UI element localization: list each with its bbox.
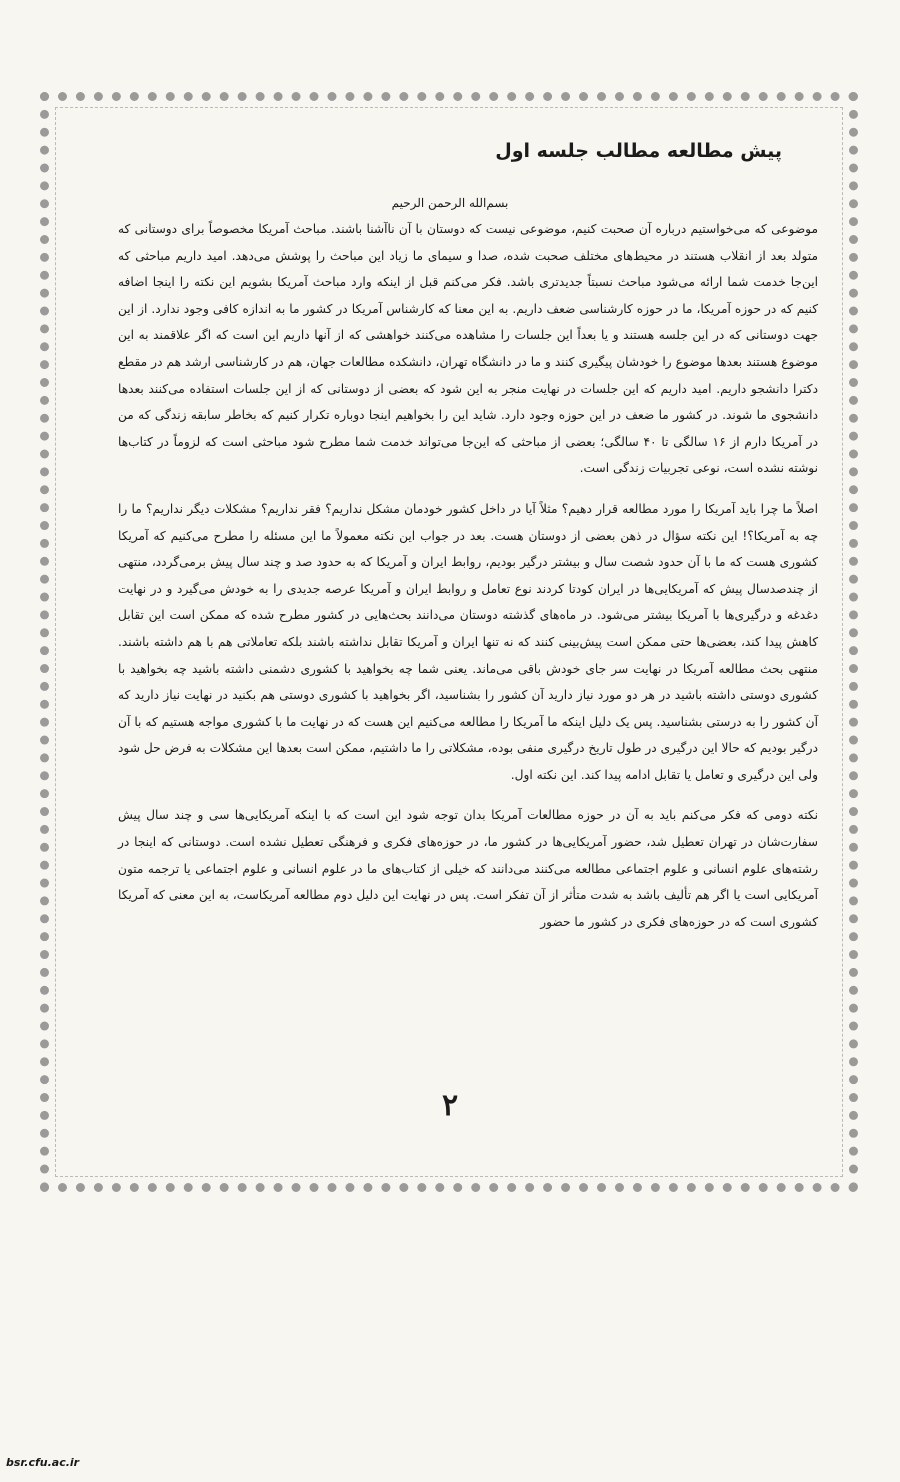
page-title: پیش مطالعه مطالب جلسه اول bbox=[495, 140, 782, 162]
page-number: ۲ bbox=[441, 1088, 459, 1123]
body-text bbox=[118, 216, 818, 949]
paragraph-1: موضوعی که می‌خواستیم درباره آن صحبت کنیم، موضوعی نیست که دوستان با آن ناآشنا باشند. مباحث آمریکا مخصوصاً برای دوستانی که متولد بعد از انقلاب هستند در محیط‌های مختلف صحبت شده، صدا و سیمای ما زیاد این مباحث را پوشش می‌دهد. امید داریم مباحثی که این‌جا خدمت شما ارائه می‌شود مباحث نسبتاً جدیدتری باشد. فکر می‌کنم قبل از اینکه وارد مباحث آمریکا بشویم این نکته را اینجا اضافه کنیم که در حوزه آمریکا، ما در حوزه کارشناسی ضعف داریم. به این معنا که کارشناس آمریکا در کشور ما به اندازه کافی وجود ندارد. از این جهت دوستانی که در این جلسه هستند و یا بعداً این جلسات را مشاهده می‌کنند خواهشی که از آنها داریم این است که اگر علاقمند به این موضوع هستند بعدها موضوع را خودشان پیگیری کنند و ما در دانشگاه تهران، دانشکده مطالعات جهان، هم در کارشناسی ارشد هم در مقطع دکترا دانشجو داریم. امید داریم که این جلسات در نهایت منجر به این شود که بعضی از دوستانی که از این جلسات استفاده می‌کنند بعدها دانشجوی ما شوند. در کشور ما ضعف در این حوزه وجود دارد. شاید این را بخواهیم اینجا دوباره تکرار کنیم که بخاطر سابقه زندگی که من در آمریکا دارم از ۱۶ سالگی تا ۴۰ سالگی؛ بعضی از مباحثی که این‌جا می‌تواند خدمت شما مطرح شود مباحثی است که لزوماً در کتاب‌ها نوشته نشده است، نوعی تجربیات زندگی است. bbox=[118, 222, 818, 476]
paragraph-3: نکته دومی که فکر می‌کنم باید به آن در حوزه مطالعات آمریکا بدان توجه شود این است که با اینکه آمریکایی‌ها سی و چند سال پیش سفارت‌شان در تهران تعطیل شد، حضور آمریکایی‌ها در کشور ما، در حوزه‌های فکری و فرهنگی تعطیل نشده است. دوستانی که اینجا در رشته‌های علوم انسانی و علوم اجتماعی مطالعه می‌کنند می‌دانند که خیلی از کتاب‌های ما در علوم انسانی و علوم اجتماعی یا ترجمه متون آمریکایی است یا اگر هم تألیف باشد به شدت متأثر از آن تفکر است. پس در نهایت این دلیل دوم مطالعه آمریکاست، به این معنی که آمریکا کشوری است که در حوزه‌های فکری در کشور ما حضور bbox=[118, 808, 818, 929]
basmala: بسم‌الله الرحمن الرحیم bbox=[391, 196, 509, 210]
paragraph-2: اصلاً ما چرا باید آمریکا را مورد مطالعه قرار دهیم؟ مثلاً آیا در داخل کشور خودمان مشکل نداریم؟ فقر نداریم؟ مشکلات دیگر نداریم؟ ما را چه به آمریکا؟! این نکته سؤال در ذهن بعضی از دوستان هست. بعد در جواب این نکته معمولاً ما این مسئله را مطرح می‌کنیم که آمریکا کشوری هست که ما با آن حدود شصت سال و بیشتر درگیر بودیم، روابط ایران و آمریکا که به حدود صد و چند سال پیش برمی‌گردد، منتهی از چندصدسال پیش که آمریکایی‌ها در ایران کودتا کردند نوع تعامل و روابط ایران و آمریکا عرصه جدیدی را به خودش می‌گیرد و در نهایت دغدغه و درگیری‌ها با آمریکا بیشتر می‌شود. در ماه‌های گذشته دوستان می‌دانند بحث‌هایی در کشور مطرح شده که ممکن است این تقابل کاهش پیدا کند، بعضی‌ها حتی ممکن است پیش‌بینی کنند که نه تنها ایران و آمریکا تقابل نداشته باشند بلکه تعاملاتی هم با هم داشته باشند. منتهی بحث مطالعه آمریکا در نهایت سر جای خودش باقی می‌ماند. یعنی شما چه بخواهید با کشوری دشمنی داشته باشید چه بخواهید با کشوری دوستی داشته باشید در هر دو مورد نیاز دارید آن کشور را بشناسید، اگر بخواهید با کشوری دوستی هم بکنید در نهایت نیاز دارید که آن کشور را به درستی بشناسید. پس یک دلیل اینکه ما آمریکا را مطالعه می‌کنیم این هست که در نهایت ما با کشوری مواجه هستیم که با آن درگیر بودیم که حالا این درگیری در طول تاریخ درگیری منفی بوده، مشکلاتی را ما داشتیم، ممکن است بعدها این مشکلات به فرض حل شود ولی این درگیری و تعامل یا تقابل ادامه پیدا کند. این نکته اول. bbox=[118, 501, 818, 782]
source-watermark: bsr.cfu.ac.ir bbox=[6, 1456, 80, 1469]
